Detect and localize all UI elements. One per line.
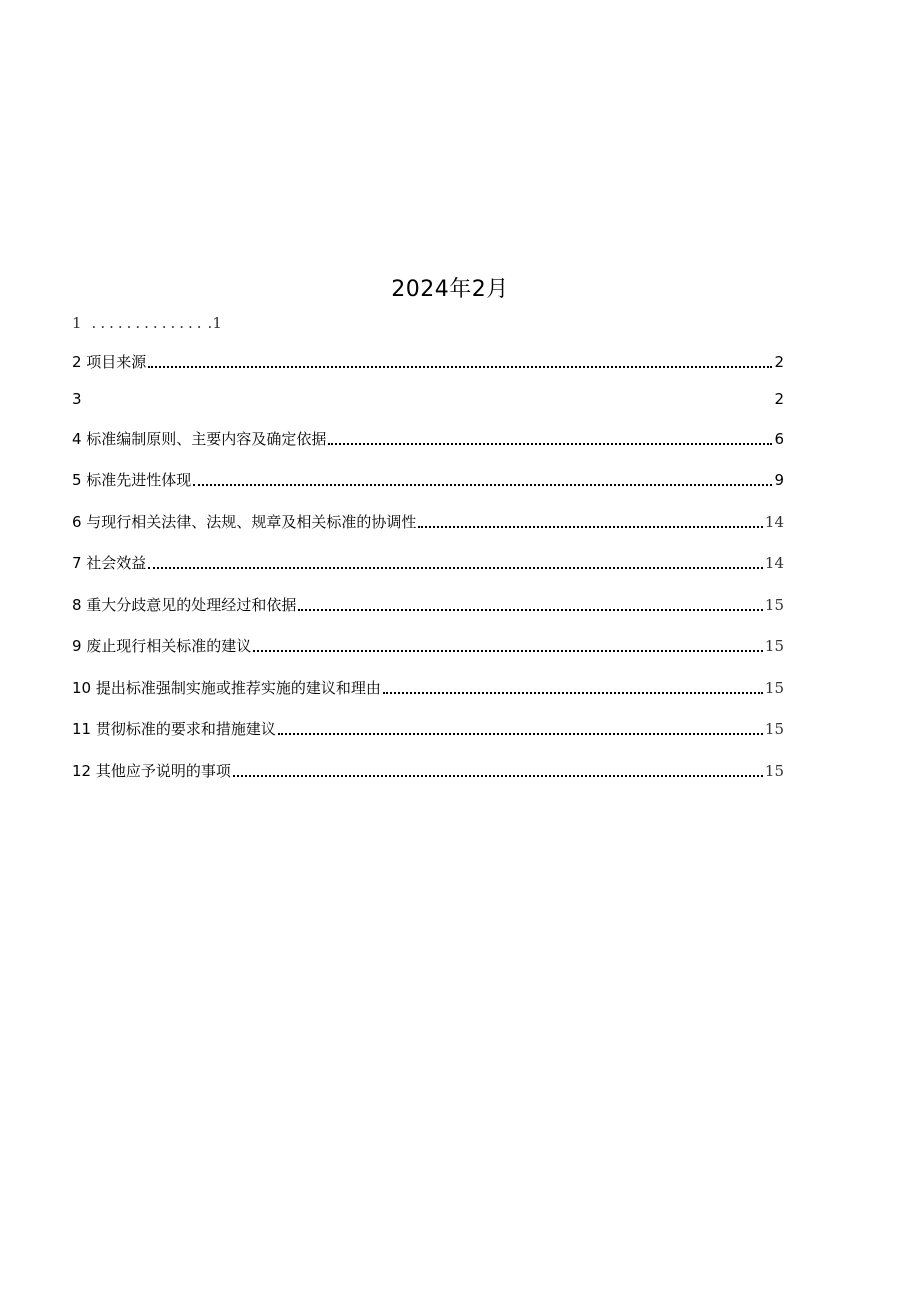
toc-entry-10[interactable] [72,675,784,699]
toc-dot-leader [328,442,772,445]
toc-entry-page: .1 [207,314,222,332]
toc-dot-leader [148,566,763,569]
toc-entry-11[interactable] [72,716,784,740]
toc-entry-page: 6 [774,430,784,448]
toc-entry-7[interactable] [72,550,784,574]
toc-dot-leader [418,525,763,528]
toc-entry-9[interactable] [72,633,784,657]
toc-dot-leader [278,732,763,735]
toc-dot-leader [298,608,763,611]
toc-entry-title: 10 提出标准强制实施或推荐实施的建议和理由 [72,679,381,697]
toc-entry-dots: ............. [91,314,206,332]
toc-entry-title: 4 标准编制原则、主要内容及确定依据 [72,430,327,448]
toc-entry-page: 15 [764,596,784,614]
toc-entry-title: 6 与现行相关法律、法规、规章及相关标准的协调性 [72,513,417,531]
toc-entry-title: 8 重大分歧意见的处理经过和依据 [72,596,297,614]
toc-entry-4[interactable] [72,426,784,450]
toc-dot-leader [148,365,772,368]
toc-blank-leader [84,404,773,405]
toc-entry-1[interactable] [72,310,784,334]
toc-entry-title: 3 [72,390,82,408]
toc-entry-number: 1 [72,314,82,332]
toc-entry-2[interactable] [72,349,784,373]
toc-entry-3[interactable] [72,386,784,410]
toc-entry-page: 2 [774,390,784,408]
document-date: 2024年2月 [391,277,509,302]
toc-dot-leader [253,649,763,652]
toc-entry-12[interactable] [72,758,784,782]
toc-entry-title: 9 废止现行相关标准的建议 [72,637,252,655]
toc-entry-title: 5 标准先进性体现 [72,471,192,489]
toc-dot-leader [193,483,772,486]
toc-entry-title: 11 贯彻标准的要求和措施建议 [72,720,276,738]
toc-entry-page: 15 [764,637,784,655]
toc-entry-page: 2 [774,353,784,371]
toc-entry-6[interactable] [72,509,784,533]
toc-entry-page: 9 [774,471,784,489]
toc-entry-title: 12 其他应予说明的事项 [72,762,231,780]
toc-entry-page: 15 [764,762,784,780]
toc-entry-title: 7 社会效益 [72,554,147,572]
toc-entry-5[interactable] [72,467,784,491]
toc-entry-8[interactable] [72,592,784,616]
toc-entry-page: 14 [764,554,784,572]
toc-entry-title: 2 项目来源 [72,353,147,371]
toc-entry-page: 15 [764,679,784,697]
toc-entry-page: 14 [764,513,784,531]
toc-entry-page: 15 [764,720,784,738]
toc-dot-leader [233,774,763,777]
toc-dot-leader [383,691,763,694]
